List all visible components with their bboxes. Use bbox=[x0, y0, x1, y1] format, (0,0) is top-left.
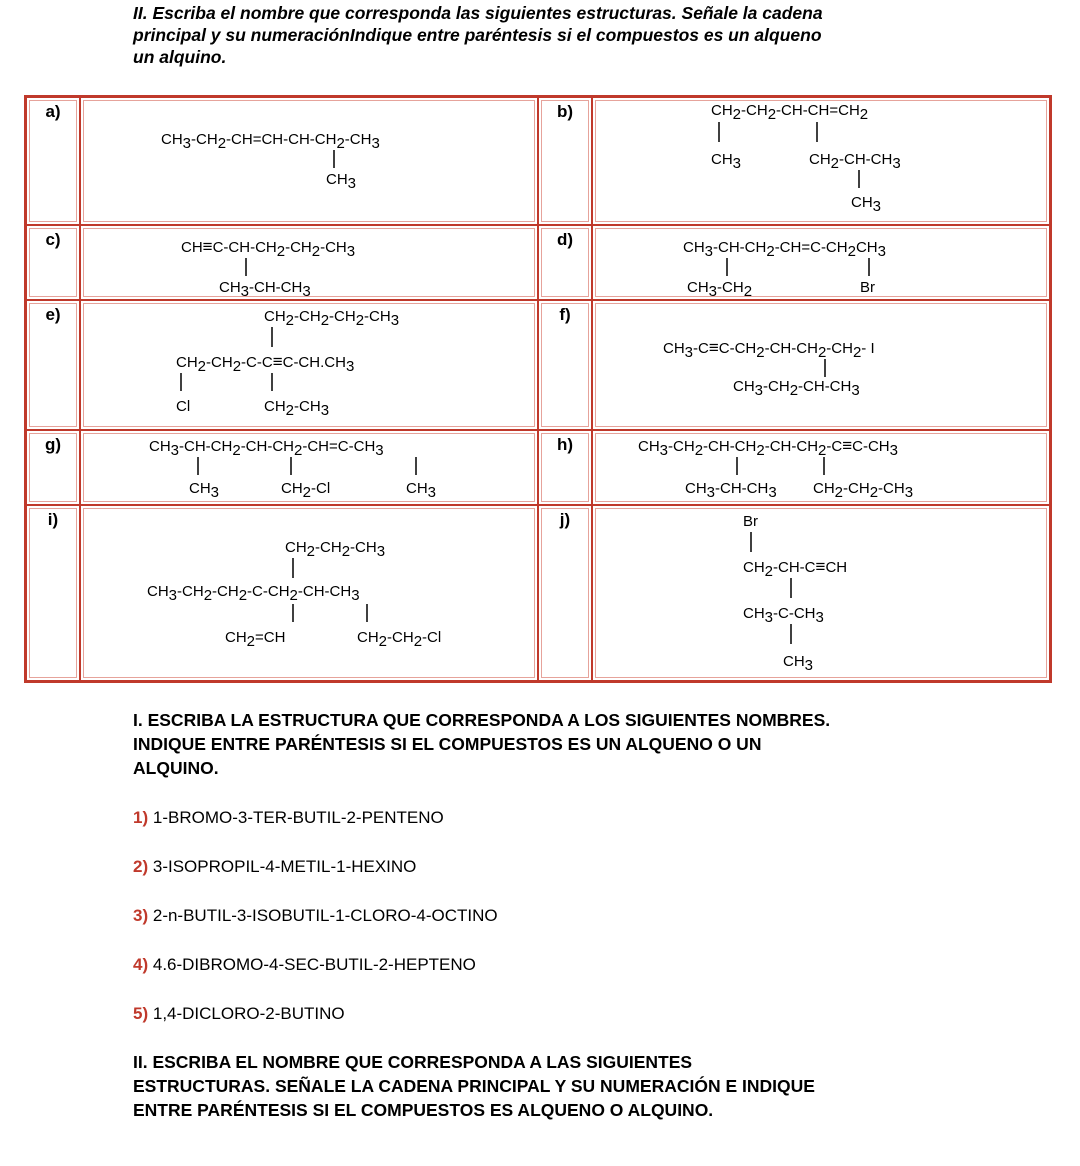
chem-line: CH3-CH-CH2-CH-CH2-CH=C-CH3 bbox=[149, 438, 384, 459]
chem-line: CH3-CH2-CH=CH-CH-CH2-CH3 bbox=[161, 131, 380, 152]
label-a: a) bbox=[26, 97, 80, 225]
list-item bbox=[133, 1002, 933, 1051]
list-item bbox=[133, 904, 933, 953]
label-i: i) bbox=[26, 505, 80, 681]
heading-line: INDIQUE ENTRE PARÉNTESIS SI EL COMPUESTOS ES UN ALQUENO O UN bbox=[133, 734, 762, 754]
chem-line: CH3-CH-CH2-CH=C-CH2CH3 bbox=[683, 239, 886, 260]
structure-b bbox=[592, 97, 1050, 225]
list-item bbox=[133, 953, 933, 1002]
item-number: 5) bbox=[133, 1004, 149, 1023]
structures-table bbox=[24, 95, 1052, 683]
item-text: 4.6-DIBROMO-4-SEC-BUTIL-2-HEPTENO bbox=[152, 955, 476, 974]
item-text: 1,4-DICLORO-2-BUTINO bbox=[152, 1004, 345, 1023]
chem-line: Br bbox=[860, 279, 875, 296]
structure-j bbox=[592, 505, 1050, 681]
heading-line: ALQUINO. bbox=[133, 758, 219, 778]
chem-line: CH2-CH2-CH3 bbox=[813, 480, 914, 501]
list-item bbox=[133, 806, 933, 855]
label-h: h) bbox=[538, 430, 592, 505]
section-2-heading bbox=[133, 1050, 973, 1122]
structure-f bbox=[592, 300, 1050, 430]
item-number: 4) bbox=[133, 955, 149, 974]
names-list bbox=[133, 806, 933, 1051]
chem-line: CH2-CH-C≡CH bbox=[743, 557, 848, 580]
chem-line: CH3 bbox=[851, 194, 882, 215]
chem-line: CH3-CH2-CH-CH2-CH-CH2-C≡C-CH3 bbox=[638, 436, 898, 459]
structure-e bbox=[80, 300, 538, 430]
chem-line: CH3-CH2-CH-CH3 bbox=[733, 378, 860, 399]
label-e: e) bbox=[26, 300, 80, 430]
chem-line: CH3-CH-CH3 bbox=[219, 279, 311, 300]
heading-line: ESTRUCTURAS. SEÑALE LA CADENA PRINCIPAL Y SU NUMERACIÓN E INDIQUE bbox=[133, 1076, 815, 1096]
chem-line: Br bbox=[743, 513, 758, 530]
structure-d bbox=[592, 225, 1050, 300]
heading-line: I. ESCRIBA LA ESTRUCTURA QUE CORRESPONDA A LOS SIGUIENTES NOMBRES. bbox=[133, 710, 831, 730]
chem-line: CH3-C-CH3 bbox=[743, 605, 824, 626]
chem-line: CH2-Cl bbox=[281, 480, 331, 501]
item-number: 3) bbox=[133, 906, 149, 925]
intro-instructions bbox=[133, 2, 963, 68]
chem-line: CH3 bbox=[783, 653, 814, 674]
list-item bbox=[133, 855, 933, 904]
heading-line: II. ESCRIBA EL NOMBRE QUE CORRESPONDA A LAS SIGUIENTES bbox=[133, 1052, 693, 1072]
chem-line: CH2-CH3 bbox=[264, 398, 330, 419]
structure-i bbox=[80, 505, 538, 681]
label-b: b) bbox=[538, 97, 592, 225]
item-text: 3-ISOPROPIL-4-METIL-1-HEXINO bbox=[152, 857, 417, 876]
section-1-heading bbox=[133, 708, 973, 780]
label-d: d) bbox=[538, 225, 592, 300]
chem-line: CH2-CH2-CH2-CH3 bbox=[264, 308, 400, 329]
chem-line: CH2-CH-CH3 bbox=[809, 151, 901, 172]
chem-line: CH≡C-CH-CH2-CH2-CH3 bbox=[181, 237, 356, 260]
chem-line: CH3 bbox=[406, 480, 437, 501]
structure-a bbox=[80, 97, 538, 225]
item-number: 1) bbox=[133, 808, 149, 827]
item-text: 1-BROMO-3-TER-BUTIL-2-PENTENO bbox=[152, 808, 444, 827]
label-j: j) bbox=[538, 505, 592, 681]
chem-line: CH3 bbox=[326, 171, 357, 192]
chem-line: CH3-CH-CH3 bbox=[685, 480, 777, 501]
chem-line: CH3-C≡C-CH2-CH-CH2-CH2- I bbox=[663, 338, 875, 361]
chem-line: CH2-CH2-C-C≡C-CH.CH3 bbox=[176, 352, 355, 375]
item-number: 2) bbox=[133, 857, 149, 876]
structure-c bbox=[80, 225, 538, 300]
chem-line: CH2-CH2-Cl bbox=[357, 629, 442, 650]
label-g: g) bbox=[26, 430, 80, 505]
chem-line: CH3 bbox=[711, 151, 742, 172]
structure-g bbox=[80, 430, 538, 505]
chem-line: CH2-CH2-CH3 bbox=[285, 539, 386, 560]
chem-line: CH3-CH2 bbox=[687, 279, 753, 300]
chem-line: Cl bbox=[176, 398, 191, 415]
chem-line: CH3-CH2-CH2-C-CH2-CH-CH3 bbox=[147, 583, 360, 604]
chem-line: CH3 bbox=[189, 480, 220, 501]
intro-line: principal y su numeraciónIndique entre paréntesis si el compuestos es un alqueno bbox=[133, 25, 822, 45]
chem-line: CH2=CH bbox=[225, 629, 286, 650]
intro-line: II. Escriba el nombre que corresponda las siguientes estructuras. Señale la cadena bbox=[133, 3, 823, 23]
intro-line: un alquino. bbox=[133, 47, 227, 67]
chem-line: CH2-CH2-CH-CH=CH2 bbox=[711, 102, 869, 123]
heading-line: ENTRE PARÉNTESIS SI EL COMPUESTOS ES ALQUENO O ALQUINO. bbox=[133, 1100, 714, 1120]
label-c: c) bbox=[26, 225, 80, 300]
structure-h bbox=[592, 430, 1050, 505]
item-text: 2-n-BUTIL-3-ISOBUTIL-1-CLORO-4-OCTINO bbox=[152, 906, 498, 925]
label-f: f) bbox=[538, 300, 592, 430]
